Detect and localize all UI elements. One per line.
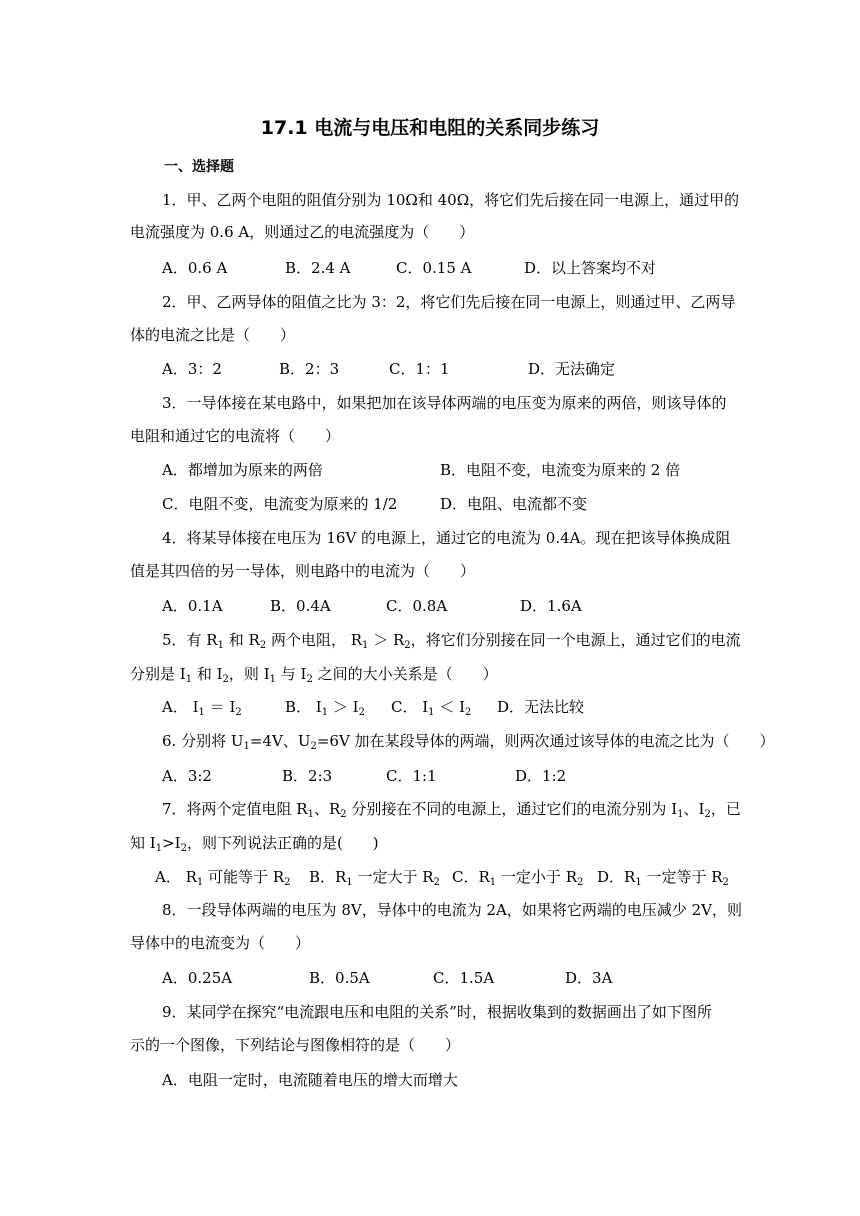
question-2-option-b: B．2：3 [279,360,340,378]
question-6-option-b: B．2:3 [282,767,333,785]
question-8-option-a: A．0.25A [162,969,233,987]
question-6-option-c: C．1:1 [386,767,437,785]
question-5-line-1: 5．有 $R_1$ 和 $R_2$ 两个电阻， $R_1 > R_2$，将它们分别接在同一个电源上，通过它们的电流 [162,631,741,651]
question-2-line-2: 体的电流之比是（ ） [130,326,296,344]
question-5-line-2: 分别是 $I_1$ 和 $I_2$，则 $I_1$ 与 $I_2$ 之间的大小关系是（ ） [130,665,498,685]
question-8-line-2: 导体中的电流变为（ ） [130,934,311,952]
question-1-line-2: 电流强度为 0.6 A，则通过乙的电流强度为（ ） [130,223,475,241]
question-7-option-d: D．$R_1$ 一定等于 $R_2$ [597,868,729,888]
question-8-option-c: C．1.5A [433,969,495,987]
question-2-option-d: D．无法确定 [528,360,616,378]
question-1-option-c: C．0.15 A [396,259,472,277]
question-2-option-a: A．3：2 [162,360,222,378]
question-7-option-c: C．$R_1$ 一定小于 $R_2$ [452,868,584,888]
question-8-option-d: D．3A [565,969,613,987]
question-7-option-a: A． $R_1$ 可能等于 $R_2$ [155,868,291,888]
page-title: 17.1 电流与电压和电阻的关系同步练习 [260,117,600,139]
question-7-line-1: 7．将两个定值电阻 $R_1$、$R_2$ 分别接在不同的电源上，通过它们的电流分别为 $I_1$、$I_2$，已 [162,800,741,820]
question-3-option-c: C．电阻不变，电流变为原来的 1/2 [162,495,398,513]
question-9-line-1: 9．某同学在探究“电流跟电压和电阻的关系”时，根据收集到的数据画出了如下图所 [162,1003,712,1021]
question-6-option-a: A．3:2 [162,767,212,785]
question-4-line-2: 值是其四倍的另一导体，则电路中的电流为（ ） [130,562,476,580]
question-9-line-2: 示的一个图像，下列结论与图像相符的是（ ） [130,1036,461,1054]
question-1-option-a: A．0.6 A [162,259,228,277]
question-3-option-d: D．电阻、电流都不变 [440,495,588,513]
question-3-option-b: B．电阻不变，电流变为原来的 2 倍 [440,461,681,479]
question-8-line-1: 8．一段导体两端的电压为 8V，导体中的电流为 2A，如果将它两端的电压减少 2V，则 [162,901,742,919]
question-5-option-a: A． $I_1 = I_2$ [162,698,242,718]
question-4-option-b: B．0.4A [270,597,331,615]
question-4-option-d: D．1.6A [520,597,582,615]
question-7-option-b: B．$R_1$ 一定大于 $R_2$ [309,868,440,888]
question-2-line-1: 2．甲、乙两导体的阻值之比为 3：2，将它们先后接在同一电源上，则通过甲、乙两导 [162,293,736,311]
question-3-option-a: A．都增加为原来的两倍 [162,461,323,479]
question-5-option-d: D．无法比较 [497,698,585,716]
question-3-line-1: 3．一导体接在某电路中，如果把加在该导体两端的电压变为原来的两倍，则该导体的 [162,394,727,412]
question-4-option-a: A．0.1A [162,597,223,615]
question-1-option-b: B．2.4 A [285,259,351,277]
question-2-option-c: C．1：1 [389,360,450,378]
question-6-line-1: 6. 分别将 $U_1=4V$、$U_2=6V$ 加在某段导体的两端，则两次通过该导体的电流之比为（ ） [162,732,775,752]
question-1-option-d: D．以上答案均不对 [524,259,657,277]
question-3-line-2: 电阻和通过它的电流将（ ） [130,427,341,445]
question-5-option-b: B． $I_1 > I_2$ [285,698,365,718]
question-1-line-1: 1．甲、乙两个电阻的阻值分别为 10Ω和 40Ω，将它们先后接在同一电源上，通过甲的 [162,191,740,209]
question-7-line-2: 知 $I_1>I_2$，则下列说法正确的是( ) [130,834,379,854]
question-5-option-c: C． $I_1 < I_2$ [391,698,472,718]
question-4-option-c: C．0.8A [386,597,448,615]
section-heading: 一、选择题 [164,159,234,175]
question-6-option-d: D．1:2 [515,767,567,785]
question-4-line-1: 4．将某导体接在电压为 16V 的电源上，通过它的电流为 0.4A。现在把该导体换成阻 [162,529,731,547]
question-9-option-a: A．电阻一定时，电流随着电压的增大而增大 [162,1071,458,1089]
question-8-option-b: B．0.5A [309,969,370,987]
